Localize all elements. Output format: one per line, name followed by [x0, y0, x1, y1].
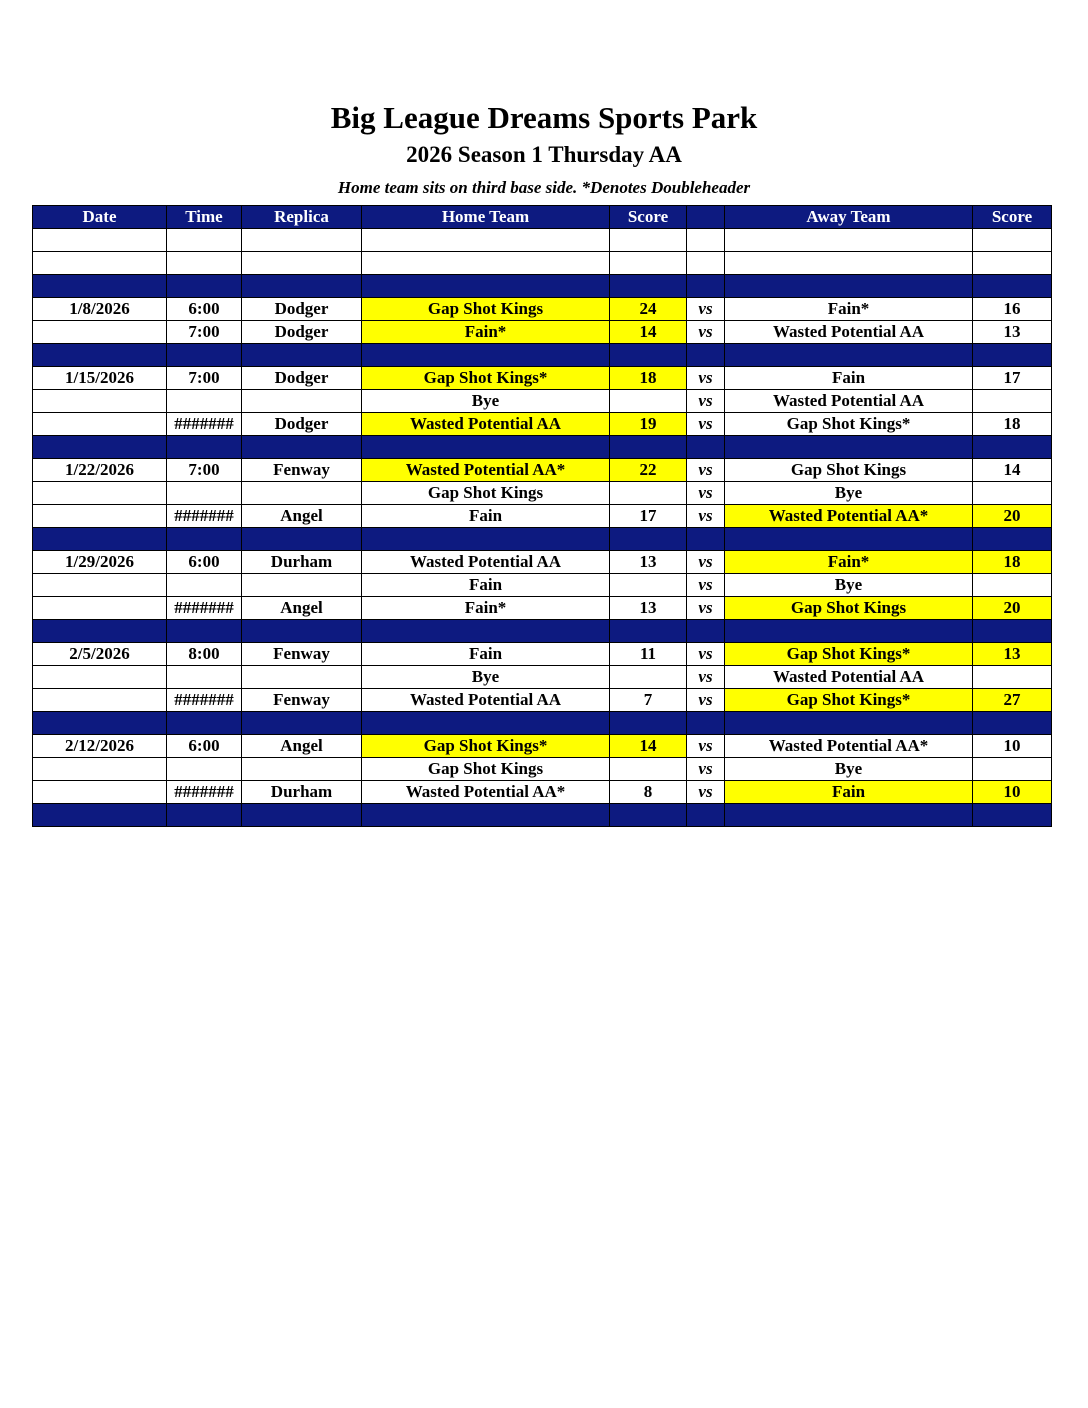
cell-date: 1/29/2026 — [33, 551, 167, 574]
cell-replica — [242, 252, 362, 275]
cell-time — [167, 620, 242, 643]
cell-away-team — [725, 275, 973, 298]
cell-vs: vs — [687, 413, 725, 436]
cell-home-team — [362, 344, 610, 367]
cell-vs: vs — [687, 689, 725, 712]
cell-away-team: Gap Shot Kings — [725, 597, 973, 620]
cell-home-score: 11 — [610, 643, 687, 666]
cell-replica — [242, 528, 362, 551]
cell-time: 6:00 — [167, 298, 242, 321]
cell-home-score: 17 — [610, 505, 687, 528]
cell-away-team: Fain* — [725, 298, 973, 321]
cell-date — [33, 804, 167, 827]
cell-away-score: 16 — [973, 298, 1052, 321]
cell-home-team: Wasted Potential AA* — [362, 781, 610, 804]
game-row — [33, 367, 1052, 390]
cell-home-team: Fain — [362, 505, 610, 528]
cell-vs — [687, 436, 725, 459]
cell-time — [167, 482, 242, 505]
cell-away-team: Wasted Potential AA — [725, 390, 973, 413]
cell-time — [167, 574, 242, 597]
cell-date — [33, 712, 167, 735]
cell-time — [167, 275, 242, 298]
cell-away-team: Fain — [725, 781, 973, 804]
cell-time: 8:00 — [167, 643, 242, 666]
cell-away-score — [973, 482, 1052, 505]
cell-date — [33, 390, 167, 413]
cell-date — [33, 482, 167, 505]
cell-replica: Angel — [242, 505, 362, 528]
cell-away-score — [973, 252, 1052, 275]
cell-home-score — [610, 620, 687, 643]
game-row — [33, 643, 1052, 666]
header-away-score: Score — [973, 206, 1052, 229]
cell-home-score: 8 — [610, 781, 687, 804]
cell-home-score: 14 — [610, 735, 687, 758]
cell-date — [33, 758, 167, 781]
game-row — [33, 459, 1052, 482]
cell-date — [33, 436, 167, 459]
cell-home-score — [610, 482, 687, 505]
cell-away-team: Wasted Potential AA* — [725, 735, 973, 758]
cell-away-team — [725, 252, 973, 275]
cell-time: 6:00 — [167, 735, 242, 758]
cell-home-team: Fain — [362, 574, 610, 597]
cell-date: 1/15/2026 — [33, 367, 167, 390]
cell-away-team — [725, 528, 973, 551]
cell-time — [167, 528, 242, 551]
cell-home-score: 14 — [610, 321, 687, 344]
cell-date — [33, 528, 167, 551]
cell-away-score — [973, 390, 1052, 413]
cell-away-team — [725, 620, 973, 643]
header-row — [33, 206, 1052, 229]
cell-away-score — [973, 275, 1052, 298]
schedule-body — [33, 229, 1052, 827]
cell-date: 2/12/2026 — [33, 735, 167, 758]
cell-away-score: 18 — [973, 551, 1052, 574]
cell-away-score: 27 — [973, 689, 1052, 712]
cell-replica — [242, 666, 362, 689]
cell-time — [167, 804, 242, 827]
cell-time: ####### — [167, 505, 242, 528]
cell-away-team: Bye — [725, 482, 973, 505]
cell-vs: vs — [687, 781, 725, 804]
cell-away-team: Fain — [725, 367, 973, 390]
cell-time — [167, 252, 242, 275]
cell-home-team: Gap Shot Kings — [362, 298, 610, 321]
cell-date — [33, 597, 167, 620]
cell-home-team: Gap Shot Kings — [362, 482, 610, 505]
cell-vs: vs — [687, 367, 725, 390]
game-row — [33, 574, 1052, 597]
cell-home-team: Fain — [362, 643, 610, 666]
game-row — [33, 597, 1052, 620]
separator-row — [33, 275, 1052, 298]
cell-replica — [242, 620, 362, 643]
cell-home-team: Wasted Potential AA — [362, 413, 610, 436]
cell-vs — [687, 275, 725, 298]
cell-away-team: Gap Shot Kings* — [725, 643, 973, 666]
cell-date — [33, 505, 167, 528]
cell-away-score — [973, 436, 1052, 459]
game-row — [33, 666, 1052, 689]
cell-away-team: Wasted Potential AA — [725, 321, 973, 344]
cell-away-team: Wasted Potential AA — [725, 666, 973, 689]
cell-away-team: Gap Shot Kings* — [725, 413, 973, 436]
cell-home-score — [610, 804, 687, 827]
header-replica: Replica — [242, 206, 362, 229]
cell-home-score — [610, 712, 687, 735]
cell-away-team — [725, 436, 973, 459]
cell-away-score — [973, 344, 1052, 367]
cell-away-score: 13 — [973, 321, 1052, 344]
game-row — [33, 689, 1052, 712]
cell-home-team — [362, 712, 610, 735]
header-date: Date — [33, 206, 167, 229]
cell-home-team: Wasted Potential AA — [362, 551, 610, 574]
cell-away-team — [725, 229, 973, 252]
cell-vs: vs — [687, 597, 725, 620]
cell-vs — [687, 712, 725, 735]
game-row — [33, 482, 1052, 505]
cell-replica: Durham — [242, 781, 362, 804]
cell-away-score — [973, 620, 1052, 643]
cell-home-score — [610, 390, 687, 413]
cell-vs: vs — [687, 574, 725, 597]
cell-away-team: Fain* — [725, 551, 973, 574]
cell-away-score: 20 — [973, 505, 1052, 528]
cell-away-score — [973, 229, 1052, 252]
game-row — [33, 298, 1052, 321]
page-title: Big League Dreams Sports Park — [330, 100, 758, 135]
cell-date — [33, 229, 167, 252]
cell-away-score: 17 — [973, 367, 1052, 390]
cell-away-score — [973, 804, 1052, 827]
cell-time: ####### — [167, 689, 242, 712]
cell-away-score: 20 — [973, 597, 1052, 620]
cell-date — [33, 689, 167, 712]
cell-replica: Durham — [242, 551, 362, 574]
cell-replica: Dodger — [242, 321, 362, 344]
cell-home-score — [610, 344, 687, 367]
cell-home-score — [610, 574, 687, 597]
cell-away-score: 13 — [973, 643, 1052, 666]
cell-date — [33, 275, 167, 298]
cell-away-team — [725, 712, 973, 735]
cell-vs: vs — [687, 758, 725, 781]
cell-replica: Angel — [242, 597, 362, 620]
cell-replica — [242, 344, 362, 367]
cell-home-team: Gap Shot Kings — [362, 758, 610, 781]
cell-vs: vs — [687, 321, 725, 344]
cell-home-score: 18 — [610, 367, 687, 390]
page-subtitle: 2026 Season 1 Thursday AA — [406, 142, 682, 167]
cell-date: 1/22/2026 — [33, 459, 167, 482]
game-row — [33, 735, 1052, 758]
cell-away-score: 10 — [973, 735, 1052, 758]
cell-vs: vs — [687, 666, 725, 689]
game-row — [33, 758, 1052, 781]
header-home-score: Score — [610, 206, 687, 229]
cell-date — [33, 413, 167, 436]
separator-row — [33, 436, 1052, 459]
cell-replica — [242, 229, 362, 252]
cell-vs: vs — [687, 459, 725, 482]
cell-home-team: Fain* — [362, 597, 610, 620]
cell-time: 7:00 — [167, 367, 242, 390]
cell-date — [33, 344, 167, 367]
cell-time — [167, 344, 242, 367]
cell-time — [167, 666, 242, 689]
cell-time: 7:00 — [167, 459, 242, 482]
game-row — [33, 321, 1052, 344]
cell-time — [167, 436, 242, 459]
cell-home-team: Wasted Potential AA* — [362, 459, 610, 482]
cell-away-score — [973, 666, 1052, 689]
cell-away-team: Wasted Potential AA* — [725, 505, 973, 528]
cell-vs: vs — [687, 551, 725, 574]
cell-time: ####### — [167, 597, 242, 620]
cell-date — [33, 321, 167, 344]
cell-home-score: 24 — [610, 298, 687, 321]
cell-home-team — [362, 620, 610, 643]
cell-time — [167, 758, 242, 781]
cell-replica: Dodger — [242, 298, 362, 321]
cell-home-score: 13 — [610, 597, 687, 620]
cell-date: 1/8/2026 — [33, 298, 167, 321]
schedule-table — [32, 205, 1052, 827]
cell-home-team: Fain* — [362, 321, 610, 344]
cell-vs: vs — [687, 482, 725, 505]
cell-time — [167, 712, 242, 735]
cell-time: 7:00 — [167, 321, 242, 344]
cell-home-team — [362, 252, 610, 275]
cell-replica: Dodger — [242, 367, 362, 390]
cell-away-team: Gap Shot Kings — [725, 459, 973, 482]
cell-replica: Fenway — [242, 643, 362, 666]
cell-away-score: 18 — [973, 413, 1052, 436]
cell-vs — [687, 344, 725, 367]
cell-replica — [242, 712, 362, 735]
separator-row — [33, 804, 1052, 827]
cell-date — [33, 666, 167, 689]
schedule-note: Home team sits on third base side. *Denotes Doubleheader — [337, 178, 751, 197]
cell-home-team — [362, 436, 610, 459]
cell-replica: Fenway — [242, 689, 362, 712]
game-row — [33, 390, 1052, 413]
cell-home-team — [362, 229, 610, 252]
cell-home-score: 7 — [610, 689, 687, 712]
cell-away-score: 10 — [973, 781, 1052, 804]
cell-away-score: 14 — [973, 459, 1052, 482]
cell-replica — [242, 804, 362, 827]
cell-home-team: Bye — [362, 390, 610, 413]
cell-replica: Dodger — [242, 413, 362, 436]
cell-home-team: Wasted Potential AA — [362, 689, 610, 712]
separator-row — [33, 712, 1052, 735]
cell-vs: vs — [687, 505, 725, 528]
cell-home-score — [610, 229, 687, 252]
cell-away-score — [973, 574, 1052, 597]
cell-vs — [687, 804, 725, 827]
cell-vs: vs — [687, 390, 725, 413]
cell-time — [167, 390, 242, 413]
cell-home-score: 13 — [610, 551, 687, 574]
cell-replica — [242, 275, 362, 298]
cell-time: ####### — [167, 781, 242, 804]
cell-date — [33, 574, 167, 597]
cell-away-score — [973, 712, 1052, 735]
cell-vs — [687, 528, 725, 551]
cell-home-score — [610, 275, 687, 298]
cell-home-team — [362, 804, 610, 827]
cell-replica — [242, 574, 362, 597]
game-row — [33, 413, 1052, 436]
cell-home-score: 22 — [610, 459, 687, 482]
cell-time: ####### — [167, 413, 242, 436]
cell-home-score — [610, 528, 687, 551]
cell-replica — [242, 758, 362, 781]
cell-home-score — [610, 436, 687, 459]
game-row — [33, 781, 1052, 804]
cell-home-team: Gap Shot Kings* — [362, 367, 610, 390]
cell-replica — [242, 482, 362, 505]
cell-home-team: Bye — [362, 666, 610, 689]
cell-date — [33, 781, 167, 804]
cell-vs: vs — [687, 298, 725, 321]
blank-row — [33, 252, 1052, 275]
cell-home-score — [610, 666, 687, 689]
cell-vs: vs — [687, 643, 725, 666]
cell-replica: Fenway — [242, 459, 362, 482]
cell-home-team — [362, 528, 610, 551]
cell-vs — [687, 252, 725, 275]
cell-date — [33, 252, 167, 275]
header-time: Time — [167, 206, 242, 229]
separator-row — [33, 344, 1052, 367]
cell-away-score — [973, 528, 1052, 551]
cell-time — [167, 229, 242, 252]
game-row — [33, 505, 1052, 528]
cell-away-team — [725, 344, 973, 367]
cell-replica — [242, 436, 362, 459]
cell-vs — [687, 620, 725, 643]
game-row — [33, 551, 1052, 574]
cell-replica: Angel — [242, 735, 362, 758]
blank-row — [33, 229, 1052, 252]
cell-home-score — [610, 758, 687, 781]
cell-vs: vs — [687, 735, 725, 758]
cell-away-score — [973, 758, 1052, 781]
cell-time: 6:00 — [167, 551, 242, 574]
header-home-team: Home Team — [362, 206, 610, 229]
cell-away-team — [725, 804, 973, 827]
cell-away-team: Gap Shot Kings* — [725, 689, 973, 712]
cell-date — [33, 620, 167, 643]
header-away-team: Away Team — [725, 206, 973, 229]
cell-away-team: Bye — [725, 574, 973, 597]
cell-replica — [242, 390, 362, 413]
cell-date: 2/5/2026 — [33, 643, 167, 666]
cell-home-score: 19 — [610, 413, 687, 436]
cell-home-score — [610, 252, 687, 275]
separator-row — [33, 620, 1052, 643]
header-vs — [687, 206, 725, 229]
cell-vs — [687, 229, 725, 252]
separator-row — [33, 528, 1052, 551]
cell-home-team: Gap Shot Kings* — [362, 735, 610, 758]
cell-home-team — [362, 275, 610, 298]
cell-away-team: Bye — [725, 758, 973, 781]
